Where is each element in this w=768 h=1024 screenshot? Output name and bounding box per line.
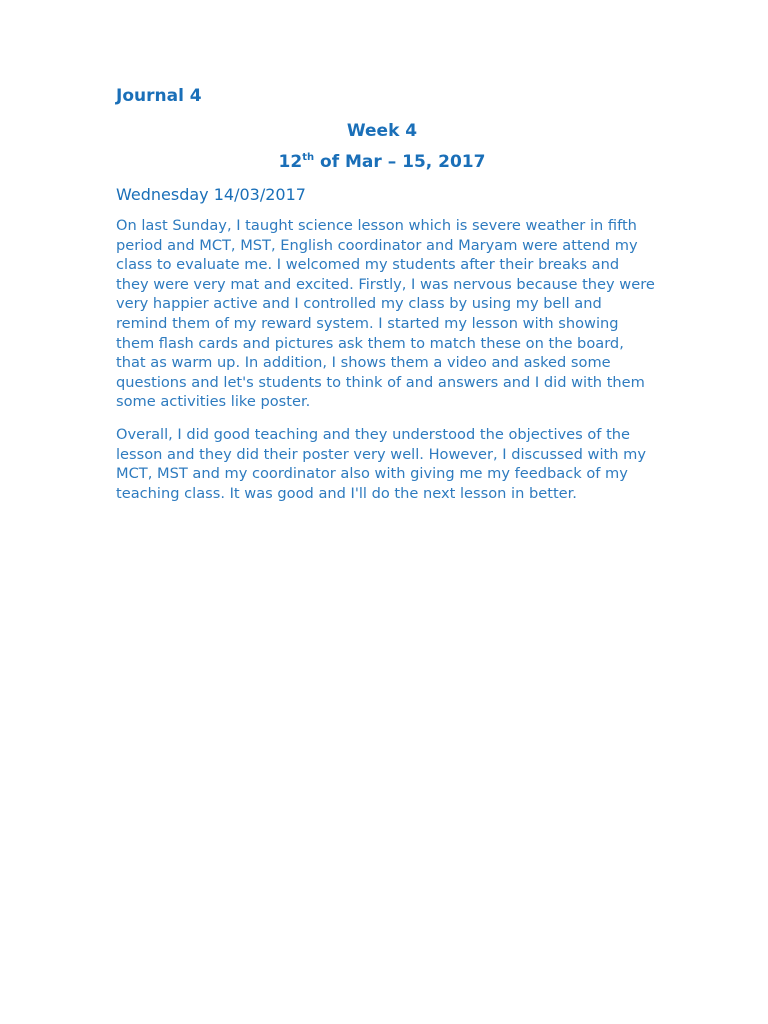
day-heading: Wednesday 14/03/2017 (116, 185, 306, 204)
date-range-day: 12 (278, 152, 303, 172)
date-range-rest: of Mar – 15, 2017 (314, 152, 486, 172)
date-range (116, 152, 648, 172)
date-range-suffix: th (302, 152, 315, 163)
journal-paragraph-1: On last Sunday, I taught science lesson which is severe weather in fifth period and MCT, MST, English coordinator and Maryam were attend my class to evaluate me. I welcomed my students after their breaks and they were very mat and excited. Firstly, I was nervous because they were very happier active and I controlled my class by using my bell and remind them of my reward system. I started my lesson with showing them flash cards and pictures ask them to match these on the board, that as warm up. In addition, I shows them a video and asked some questions and let's students to think of and answers and I did with them some activities like poster. (116, 217, 655, 411)
journal-title: Journal 4 (116, 86, 202, 106)
week-title: Week 4 (346, 121, 418, 141)
journal-paragraph-2: Overall, I did good teaching and they understood the objectives of the lesson and they did their poster very well. However, I discussed with my MCT, MST and my coordinator also with giving me my feedback of my teaching class. It was good and I'll do the next lesson in better. (116, 426, 646, 502)
